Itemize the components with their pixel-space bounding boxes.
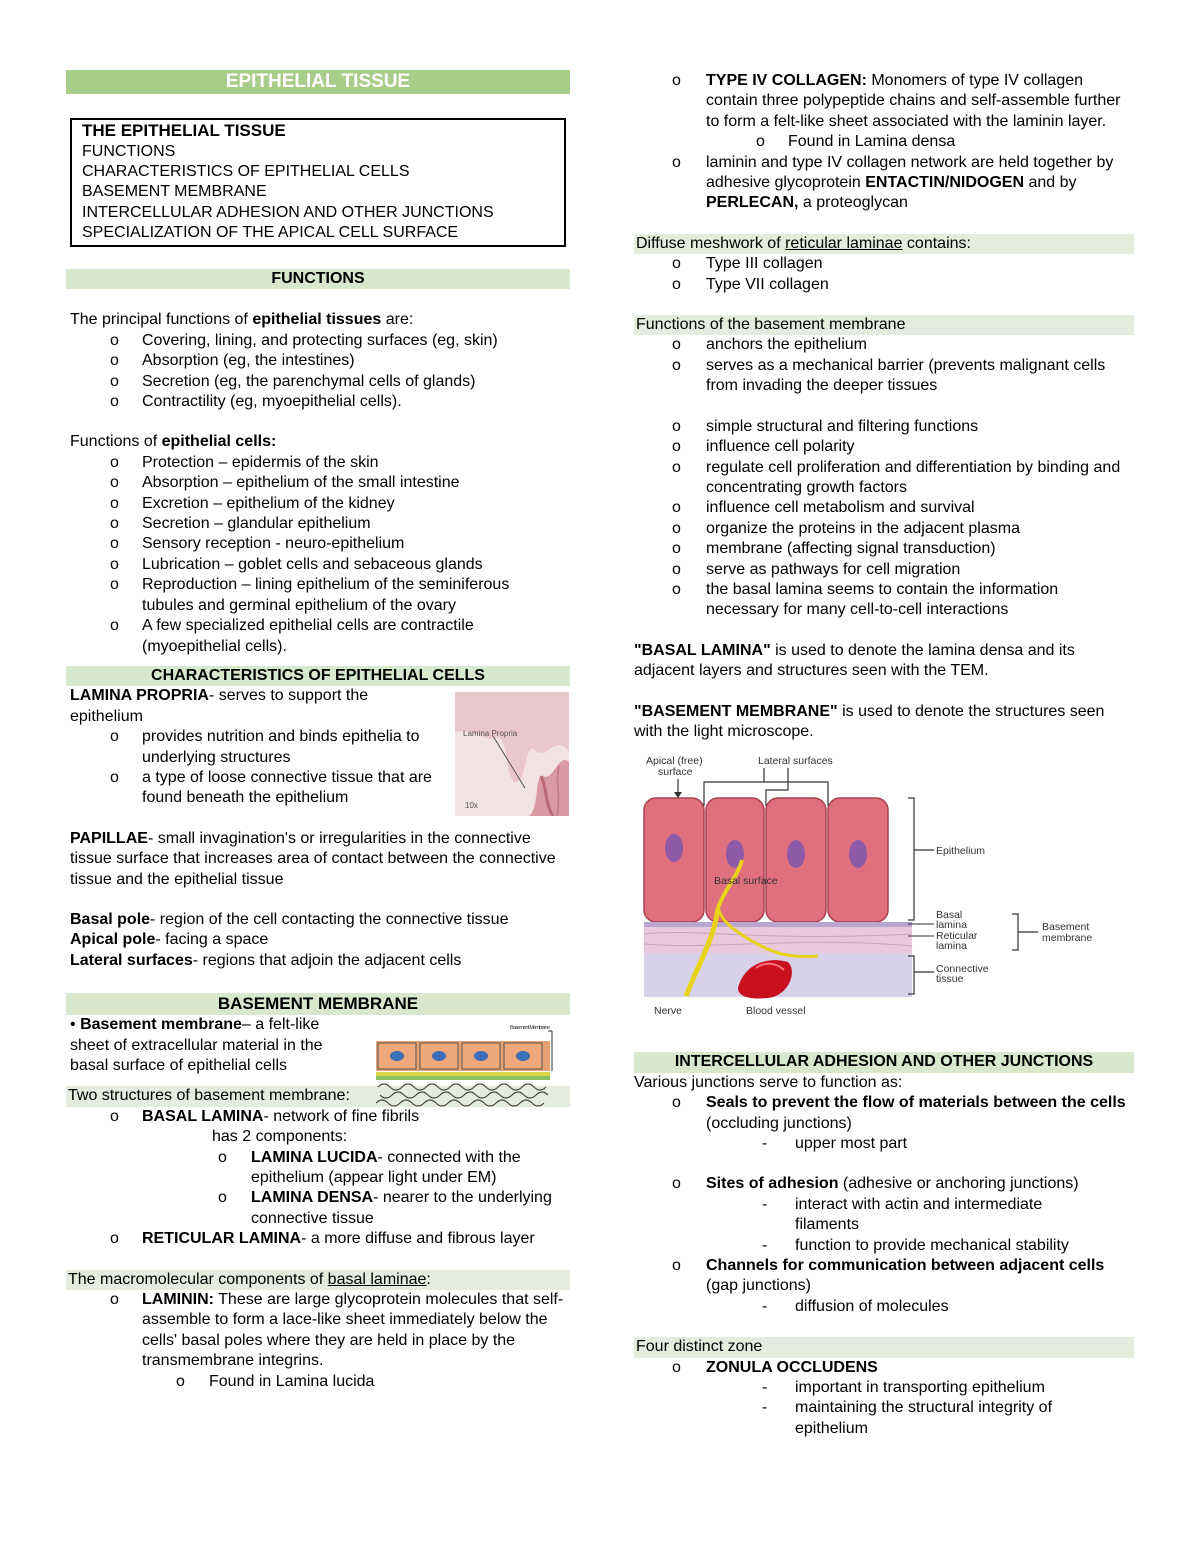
list-item: o Contractility (eg, myoepithelial cells). bbox=[66, 392, 570, 412]
bm-functions-list-b bbox=[634, 417, 1134, 621]
blood-vessel-label: Blood vessel bbox=[746, 1005, 806, 1018]
basement-membrane-heading: BASEMENT MEMBRANE bbox=[66, 993, 570, 1015]
list-item: o the basal lamina seems to contain the information necessary for many cell-to-cell interactions bbox=[634, 580, 1134, 621]
list-item: o anchors the epithelium bbox=[634, 335, 1134, 355]
list-item: o Type III collagen bbox=[634, 254, 1134, 274]
list-item: o Found in Lamina densa bbox=[634, 132, 1134, 152]
toc-box bbox=[70, 118, 566, 247]
list-item: o a type of loose connective tissue that are found beneath the epithelium bbox=[66, 768, 436, 809]
two-structures-heading: Two structures of basement membrane: bbox=[66, 1086, 570, 1106]
basal-lamina-label: lamina bbox=[936, 919, 967, 932]
functions-intro: The principal functions of epithelial tissues are: bbox=[70, 311, 414, 329]
channels-list bbox=[634, 1256, 1134, 1297]
list-item: - important in transporting epithelium bbox=[634, 1378, 1134, 1398]
channels-dash-list bbox=[634, 1297, 1134, 1317]
list-item: o serves as a mechanical barrier (prevents malignant cells from invading the deeper tissues bbox=[634, 356, 1134, 397]
page-title: EPITHELIAL TISSUE bbox=[66, 70, 570, 94]
epithelium-cells bbox=[644, 798, 888, 922]
characteristics-heading: CHARACTERISTICS OF EPITHELIAL CELLS bbox=[66, 666, 570, 686]
list-item: - diffusion of molecules bbox=[634, 1297, 1134, 1317]
epithelium-label: Epithelium bbox=[936, 845, 986, 858]
adhesion-dash-list bbox=[634, 1195, 1134, 1256]
components-note: has 2 components: bbox=[212, 1128, 348, 1146]
list-item: - maintaining the structural integrity of epithelium bbox=[634, 1398, 1134, 1439]
list-item: o influence cell metabolism and survival bbox=[634, 498, 1134, 518]
list-item: o Absorption (eg, the intestines) bbox=[66, 351, 570, 371]
basement-membrane-label: membrane bbox=[1042, 932, 1093, 945]
list-item: o Secretion (eg, the parenchymal cells of glands) bbox=[66, 372, 570, 392]
laminin-found-list bbox=[66, 1372, 570, 1392]
reticular-lamina-list bbox=[66, 1229, 570, 1249]
basement-membrane-figure bbox=[372, 1021, 558, 1107]
toc-item: SPECIALIZATION OF THE APICAL CELL SURFACE bbox=[82, 223, 459, 241]
collagen-list bbox=[634, 71, 1134, 132]
list-item: o serve as pathways for cell migration bbox=[634, 560, 1134, 580]
basal-lamina-list bbox=[66, 1107, 570, 1127]
list-item: o RETICULAR LAMINA- a more diffuse and fibrous layer bbox=[66, 1229, 570, 1249]
list-item: o Sensory reception - neuro-epithelium bbox=[66, 534, 570, 554]
list-item: o ZONULA OCCLUDENS bbox=[634, 1358, 1134, 1378]
list-item: o Excretion – epithelium of the kidney bbox=[66, 494, 570, 514]
cell-functions-intro: Functions of epithelial cells: bbox=[70, 433, 277, 451]
left-column bbox=[66, 70, 570, 1392]
cell-functions-list bbox=[66, 453, 570, 657]
zonula-dash-list bbox=[634, 1378, 1134, 1439]
list-item: o LAMINA DENSA- nearer to the underlying connective tissue bbox=[66, 1188, 570, 1229]
reticular-lamina-label: lamina bbox=[936, 940, 967, 953]
lamina-propria-block bbox=[66, 686, 570, 811]
toc-item: FUNCTIONS bbox=[82, 143, 176, 160]
list-item: o Type VII collagen bbox=[634, 275, 1134, 295]
list-item: o LAMINA LUCIDA- connected with the epithelium (appear light under EM) bbox=[66, 1148, 570, 1189]
list-item: o provides nutrition and binds epithelia to underlying structures bbox=[66, 727, 436, 768]
list-item: o laminin and type IV collagen network are held together by adhesive glycoprotein ENTACTIN/NIDOGEN and by PERLECAN, a proteoglycan bbox=[634, 153, 1134, 214]
list-item: o Covering, lining, and protecting surfaces (eg, skin) bbox=[66, 331, 570, 351]
toc-item: INTERCELLULAR ADHESION AND OTHER JUNCTIONS bbox=[82, 203, 494, 221]
lamina-components-list bbox=[66, 1148, 570, 1230]
basal-pole-def: Basal pole- region of the cell contacting the connective tissue bbox=[70, 910, 509, 928]
seals-dash-list bbox=[634, 1134, 1134, 1154]
list-item: o BASAL LAMINA- network of fine fibrils bbox=[66, 1107, 570, 1127]
macromolecular-heading: The macromolecular components of basal laminae: bbox=[66, 1270, 570, 1290]
list-item: o TYPE IV COLLAGEN: Monomers of type IV collagen contain three polypeptide chains and self-assemble further to form a felt-like sheet associated with the laminin layer. bbox=[634, 71, 1134, 132]
micrograph-label: Lamina Propria bbox=[463, 729, 518, 739]
micrograph-magnification: 10x bbox=[465, 801, 478, 811]
basal-surface-label: Basal surface bbox=[714, 875, 778, 888]
toc-item: BASEMENT MEMBRANE bbox=[82, 183, 267, 201]
basal-lamina-label: Basal bbox=[936, 909, 963, 922]
right-column bbox=[634, 71, 1134, 1439]
list-item: o Secretion – glandular epithelium bbox=[66, 514, 570, 534]
four-zone-heading: Four distinct zone bbox=[634, 1337, 1134, 1357]
seals-list bbox=[634, 1093, 1134, 1134]
diffuse-meshwork-heading: Diffuse meshwork of reticular laminae contains: bbox=[634, 234, 1134, 254]
reticular-lamina-label: Reticular bbox=[936, 930, 978, 943]
basement-membrane-note: "BASEMENT MEMBRANE" is used to denote the structures seen with the light microscope. bbox=[634, 702, 1105, 740]
connective-label: Connective bbox=[936, 963, 989, 976]
network-list bbox=[634, 153, 1134, 214]
list-item: o organize the proteins in the adjacent plasma bbox=[634, 519, 1134, 539]
figure-label-part: Basement Membrane bbox=[510, 1025, 550, 1032]
junctions-heading: INTERCELLULAR ADHESION AND OTHER JUNCTIONS bbox=[634, 1052, 1134, 1072]
nerve-label: Nerve bbox=[654, 1005, 683, 1018]
basement-membrane-block bbox=[66, 1015, 570, 1076]
bm-functions-heading: Functions of the basement membrane bbox=[634, 315, 1134, 335]
list-item: o Lubrication – goblet cells and sebaceous glands bbox=[66, 555, 570, 575]
diffuse-list bbox=[634, 254, 1134, 295]
connective-label: tissue bbox=[936, 973, 964, 986]
papillae-def: PAPILLAE- small invagination's or irregularities in the connective tissue surface that increases area of contact between the connective tissue and the epithelial tissue bbox=[70, 829, 556, 888]
bm-functions-list-a bbox=[634, 335, 1134, 396]
lamina-propria-micrograph bbox=[455, 692, 569, 816]
basement-membrane-label: Basement bbox=[1042, 921, 1090, 934]
list-item: o Found in Lamina lucida bbox=[66, 1372, 570, 1392]
lateral-surfaces-def: Lateral surfaces- regions that adjoin the adjacent cells bbox=[70, 951, 462, 969]
list-item: o Reproduction – lining epithelium of the seminiferous tubules and germinal epithelium of the ovary bbox=[66, 575, 570, 616]
collagen-found-list bbox=[634, 132, 1134, 152]
list-item: o Protection – epidermis of the skin bbox=[66, 453, 570, 473]
lamina-propria-list bbox=[66, 727, 436, 809]
list-item: o Absorption – epithelium of the small intestine bbox=[66, 473, 570, 493]
list-item: o influence cell polarity bbox=[634, 437, 1134, 457]
list-item: o Seals to prevent the flow of materials between the cells (occluding junctions) bbox=[634, 1093, 1134, 1134]
junctions-intro: Various junctions serve to function as: bbox=[634, 1073, 903, 1091]
list-item: o Sites of adhesion (adhesive or anchoring junctions) bbox=[634, 1174, 1134, 1194]
toc-title: THE EPITHELIAL TISSUE bbox=[82, 121, 286, 140]
adhesion-list bbox=[634, 1174, 1134, 1194]
zonula-list bbox=[634, 1358, 1134, 1378]
lamina-propria-def: LAMINA PROPRIA- serves to support the epithelium bbox=[70, 687, 369, 725]
list-item: o membrane (affecting signal transduction) bbox=[634, 539, 1134, 559]
list-item: o Channels for communication between adjacent cells (gap junctions) bbox=[634, 1256, 1134, 1297]
basement-membrane-def: • Basement membrane– a felt-like sheet of extracellular material in the basal surface of epithelial cells bbox=[70, 1016, 323, 1075]
apical-label: surface bbox=[658, 766, 693, 779]
list-item: o A few specialized epithelial cells are contractile (myoepithelial cells). bbox=[66, 616, 570, 657]
list-item: o regulate cell proliferation and differentiation by binding and concentrating growth factors bbox=[634, 458, 1134, 499]
tissue-functions-list bbox=[66, 331, 570, 413]
toc-item: CHARACTERISTICS OF EPITHELIAL CELLS bbox=[82, 163, 410, 181]
apical-pole-def: Apical pole- facing a space bbox=[70, 931, 269, 949]
apical-label: Apical (free) bbox=[646, 755, 703, 768]
functions-heading: FUNCTIONS bbox=[66, 269, 570, 289]
list-item: - upper most part bbox=[634, 1134, 1134, 1154]
list-item: o simple structural and filtering functions bbox=[634, 417, 1134, 437]
list-item: o LAMININ: These are large glycoprotein molecules that self- assemble to form a lace-like sheet immediately below the cells' basal poles where they are held in place by the transmembrane integrins. bbox=[66, 1290, 570, 1372]
basal-lamina-note: "BASAL LAMINA" is used to denote the lamina densa and its adjacent layers and structures seen with the TEM. bbox=[634, 641, 1075, 680]
lateral-label: Lateral surfaces bbox=[758, 755, 833, 768]
list-item: - interact with actin and intermediate filaments bbox=[634, 1195, 1134, 1236]
list-item: - function to provide mechanical stability bbox=[634, 1236, 1134, 1256]
laminin-list bbox=[66, 1290, 570, 1372]
epithelium-diagram bbox=[638, 750, 1128, 1018]
